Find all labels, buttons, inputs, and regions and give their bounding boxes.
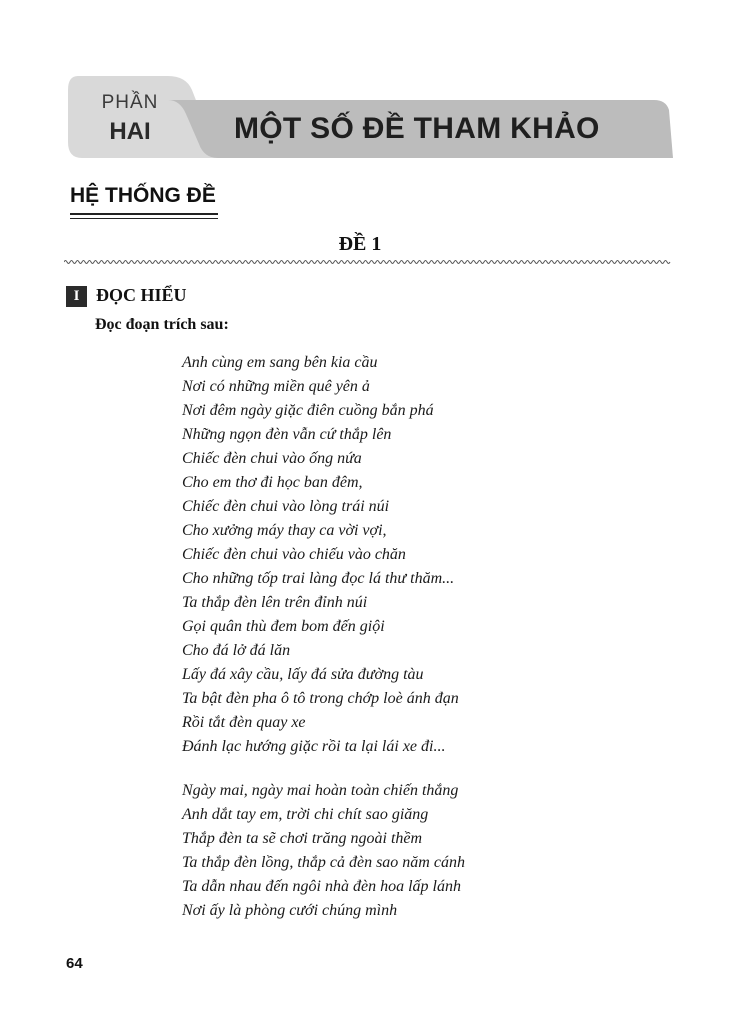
poem-stanza-1 (182, 351, 459, 759)
poem-line: Đánh lạc hướng giặc rồi ta lại lái xe đi... (182, 738, 446, 755)
poem-line: Anh cùng em sang bên kia cầu (182, 354, 378, 371)
poem-line: Cho em thơ đi học ban đêm, (182, 474, 363, 491)
poem-line: Ta thắp đèn lên trên đỉnh núi (182, 594, 368, 611)
poem-line: Thắp đèn ta sẽ chơi trăng ngoài thềm (182, 830, 423, 847)
wavy-divider (64, 258, 674, 266)
section-title: ĐỌC HIỂU (96, 285, 187, 305)
poem-line: Cho những tốp trai làng đọc lá thư thăm... (182, 570, 455, 587)
poem-line: Chiếc đèn chui vào lòng trái núi (182, 498, 390, 515)
poem-stanza-2 (182, 779, 465, 923)
part-label: PHẦN (101, 92, 159, 113)
poem-line: Ta bật đèn pha ô tô trong chớp loè ánh đạn (182, 690, 459, 707)
poem-line: Cho đá lở đá lăn (182, 642, 291, 659)
poem-line: Anh dắt tay em, trời chi chít sao giăng (182, 806, 429, 823)
part-number: HAI (109, 118, 151, 145)
poem-line: Rồi tắt đèn quay xe (182, 714, 306, 731)
poem-line: Lấy đá xây cầu, lấy đá sửa đường tàu (182, 666, 424, 683)
poem-line: Cho xưởng máy thay ca vời vợi, (182, 522, 387, 539)
section-underline (70, 213, 218, 219)
page-number: 64 (66, 955, 83, 972)
poem-line: Ta thắp đèn lồng, thắp cả đèn sao năm cánh (182, 854, 465, 871)
poem-line: Ngày mai, ngày mai hoàn toàn chiến thắng (182, 782, 459, 799)
section-number-badge: I (66, 286, 87, 307)
poem-line: Gọi quân thù đem bom đến giội (182, 618, 385, 635)
exam-title: ĐỀ 1 (338, 233, 382, 255)
page-title: MỘT SỐ ĐỀ THAM KHẢO (234, 112, 600, 145)
poem-line: Ta dẫn nhau đến ngôi nhà đèn hoa lấp lánh (182, 878, 461, 895)
poem-line: Chiếc đèn chui vào ống nứa (182, 450, 362, 467)
section-heading: HỆ THỐNG ĐỀ (70, 184, 216, 207)
poem-line: Nơi có những miền quê yên ả (182, 378, 370, 395)
poem-line: Chiếc đèn chui vào chiếu vào chăn (182, 546, 406, 563)
poem-line: Những ngọn đèn vẫn cứ thắp lên (182, 426, 392, 443)
poem-line: Nơi đêm ngày giặc điên cuồng bắn phá (182, 402, 434, 419)
instruction-text: Đọc đoạn trích sau: (95, 316, 229, 333)
poem-line: Nơi ấy là phòng cưới chúng mình (182, 902, 398, 919)
